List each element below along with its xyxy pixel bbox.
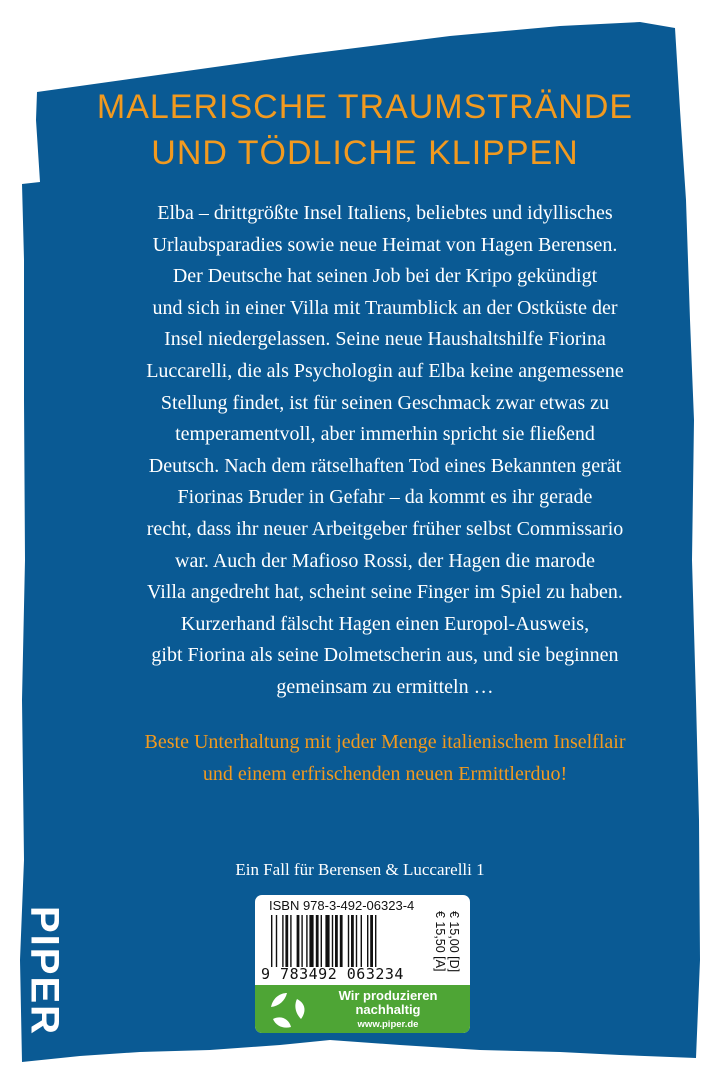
tagline-line: Beste Unterhaltung mit jeder Menge italienischem Inselflair [144, 731, 626, 753]
tagline [95, 726, 675, 790]
barcode [271, 915, 421, 967]
barcode-bar [321, 915, 322, 967]
blurb-line: war. Auch der Mafioso Rossi, der Hagen die marode [175, 549, 595, 572]
barcode-bar [282, 915, 283, 967]
barcode-bar [325, 915, 329, 967]
blurb-line: Fiorinas Bruder in Gefahr – da kommt es ihr gerade [177, 486, 593, 509]
eco-line-1: Wir produzieren [338, 988, 438, 1003]
barcode-bar [375, 915, 376, 967]
blurb [95, 198, 675, 704]
barcode-bar [356, 915, 357, 967]
blurb-line: Luccarelli, die als Psychologin auf Elba keine angemessene [146, 359, 624, 382]
barcode-bar [367, 915, 368, 967]
price-at: € 15,50 [A] [433, 911, 447, 972]
series-info: Ein Fall für Berensen & Luccarelli 1 [235, 860, 485, 879]
blurb-line: Villa angedreht hat, scheint seine Finger im Spiel zu haben. [147, 581, 623, 604]
price-block [431, 911, 467, 983]
barcode-bar [348, 915, 349, 967]
blurb-line: und sich in einer Villa mit Traumblick an der Ostküste der [152, 296, 618, 319]
publisher-logo [22, 905, 67, 1037]
barcode-bar [290, 915, 291, 967]
barcode-bar [306, 915, 307, 967]
blurb-line: gemeinsam zu ermitteln … [276, 675, 494, 698]
eco-banner [255, 985, 470, 1033]
tagline-line: und einem erfrischenden neuen Ermittlerduo! [202, 763, 568, 785]
blurb-line: Der Deutsche hat seinen Job bei der Kripo gekündigt [172, 265, 598, 288]
blurb-line: gibt Fiorina als seine Dolmetscherin aus, und sie beginnen [151, 644, 619, 667]
barcode-bar [340, 915, 343, 967]
blurb-line: temperamentvoll, aber immerhin spricht sie fließend [175, 423, 595, 446]
barcode-bar [285, 915, 288, 967]
barcode-label [255, 895, 470, 1033]
barcode-bar [332, 915, 333, 967]
barcode-bar [309, 915, 313, 967]
blurb-line: Insel niedergelassen. Seine neue Haushaltshilfe Fiorina [164, 328, 606, 351]
barcode-bar [301, 915, 302, 967]
barcode-bar [271, 915, 272, 967]
isbn-text: ISBN 978-3-492-06323-4 [269, 898, 415, 913]
barcode-bar [335, 915, 338, 967]
recycle-leaves-icon [267, 989, 311, 1031]
headline-line: UND TÖDLICHE KLIPPEN [151, 134, 579, 172]
publisher-logo-text: PIPER [22, 905, 67, 1037]
barcode-bar [361, 915, 362, 967]
blurb-line: Kurzerhand fälscht Hagen einen Europol-Ausweis, [180, 612, 590, 635]
barcode-bar [297, 915, 300, 967]
blurb-line: Elba – drittgrößte Insel Italiens, beliebtes und idyllisches [157, 202, 613, 224]
headline-line: MALERISCHE TRAUMSTRÄNDE [96, 88, 634, 126]
blurb-line: Urlaubsparadies sowie neue Heimat von Hagen Berensen. [152, 233, 618, 256]
barcode-bar [370, 915, 373, 967]
barcode-bar [316, 915, 319, 967]
price-de: € 15,00 [D] [447, 911, 461, 973]
barcode-bar [351, 915, 354, 967]
headline [40, 84, 690, 176]
ean-digits: 9 783492 063234 [261, 965, 404, 983]
blurb-line: Deutsch. Nach dem rätselhaften Tod eines Bekannten gerät [148, 454, 622, 477]
blurb-line: Stellung findet, ist für seinen Geschmack zwar etwas zu [160, 391, 610, 414]
eco-line-2: nachhaltig [355, 1002, 421, 1017]
eco-url: www.piper.de [357, 1019, 419, 1030]
blurb-line: recht, dass ihr neuer Arbeitgeber früher selbst Commissario [146, 517, 624, 540]
barcode-bar [276, 915, 277, 967]
